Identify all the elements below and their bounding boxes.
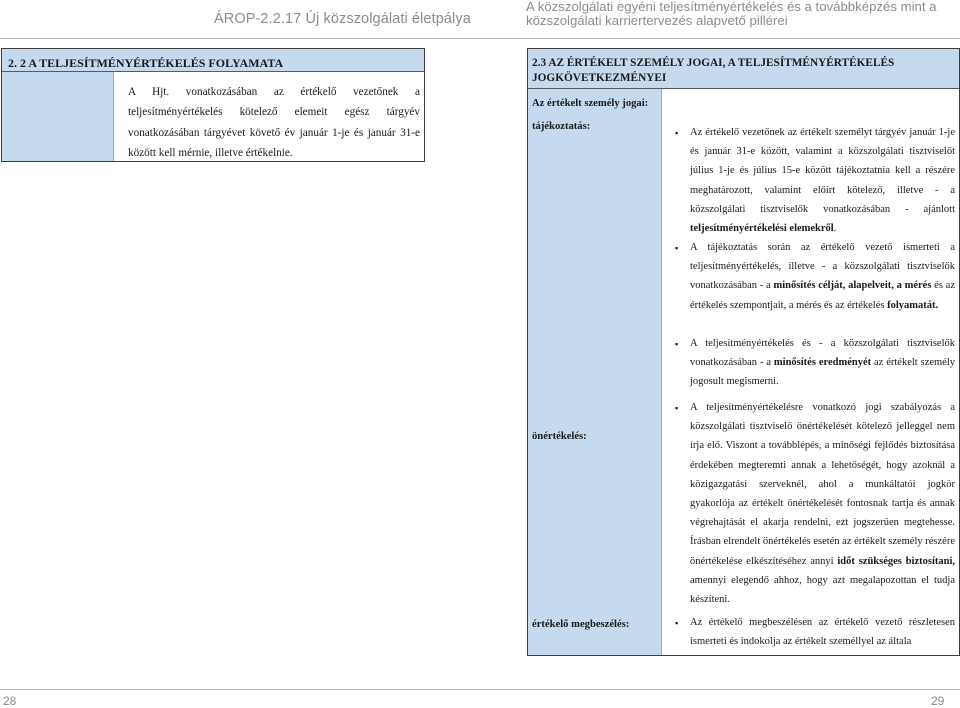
label-ertekelo-megbeszeles: értékelő megbeszélés: [532, 619, 630, 630]
bullet-icon: ▪ [675, 339, 679, 349]
header-right-line2: közszolgálati karriertervezés alapvető pillérei [526, 13, 788, 28]
page-number-left: 28 [3, 694, 17, 708]
left-section-title: 2. 2 A TELJESÍTMÉNYÉRTÉKELÉS FOLYAMATA [2, 49, 424, 72]
paragraph-onertekeles: A teljesítményértékelésre vonatkozó jogi szabályozás a közszolgálati tisztviselő önértékelését kötelező jelleggel nem írja elő. Viszont a továbblépés, a minőségi fejlődés biztosítása érdekében megteremti annak a lehetőségét, hogy azoknál a közigazgatási szerveknél, ahol a munkáltatói jogkör gyakorlója az értékelt önértékelését fontosnak tartja és annak végrehajtását el akarja rendelni, ezt jogszerűen megtehesse. Írásban elrendelt önértékelés esetén az értékelt személy részére önértékelése elkészítéséhez annyi időt szükséges biztosítani, amennyi elegendő ahhoz, hogy azt megalapozottan el tudja készíteni. [690, 402, 956, 606]
paragraph-ertekelo-megbeszeles: Az értékelő megbeszélésen az értékelő vezető részletesen ismerteti és indokolja az értékelt személlyel az általa [690, 617, 955, 648]
rights-label: Az értékelt személy jogai: [532, 98, 649, 109]
header-rule [0, 38, 960, 39]
paragraph-tajekoztatas-3: A teljesítményértékelés és - a közszolgálati tisztviselők vonatkozásában - a minősítés eredményét az értékelt személy jogosult megismerni. [690, 338, 956, 388]
footer-rule [0, 689, 960, 690]
label-tajekoztatas: tájékoztatás: [532, 121, 591, 132]
right-section-panel [527, 48, 960, 656]
right-section-label-column [528, 89, 662, 655]
bullet-icon: ▪ [675, 243, 679, 253]
paragraph-tajekoztatas-2: A tájékoztatás során az értékelő vezető ismerteti a teljesítményértékelés, illetve - a közszolgálati tisztviselők vonatkozásában - a minősítés célját, alapelveit, a mérés és az értékelés szempontjait, a mérés és az értékelés folyamatát. [690, 242, 955, 311]
left-section-margin-column [2, 72, 114, 161]
left-section-panel [1, 48, 425, 162]
right-section-title: 2.3 AZ ÉRTÉKELT SZEMÉLY JOGAI, A TELJESÍTMÉNYÉRTÉKELÉS JOGKÖVETKEZMÉNYEI [528, 49, 959, 89]
bullet-icon: ▪ [675, 128, 679, 138]
paragraph-tajekoztatas-1: Az értékelő vezetőnek az értékelt személyt tárgyév január 1-je és január 31-e között, valamint a közszolgálati tisztviselőt július 1-je és július 15-e között tájékoztatnia kell a részére meghatározott, valamint előírt kötelező, illetve - a közszolgálati tisztviselők vonatkozásában - ajánlott teljesítményértékelési elemekről. [690, 127, 955, 235]
bullet-icon: ▪ [675, 618, 679, 628]
page-number-right: 29 [931, 694, 945, 708]
header-right-title [526, 0, 937, 28]
header-left-title: ÁROP-2.2.17 Új közszolgálati életpálya [214, 11, 471, 27]
header-right-line1: A közszolgálati egyéni teljesítményértékelés és a továbbképzés mint a [526, 0, 937, 14]
left-section-body: A Hjt. vonatkozásában az értékelő vezetőnek a teljesítményértékelés kötelező elemeit egész tárgyév vonatkozásában tárgyévet követő év január 1-je és január 31-e között kell mérnie, illetve értékelnie. [128, 86, 420, 159]
label-onertekeles: önértékelés: [532, 431, 587, 442]
bullet-icon: ▪ [675, 403, 679, 413]
